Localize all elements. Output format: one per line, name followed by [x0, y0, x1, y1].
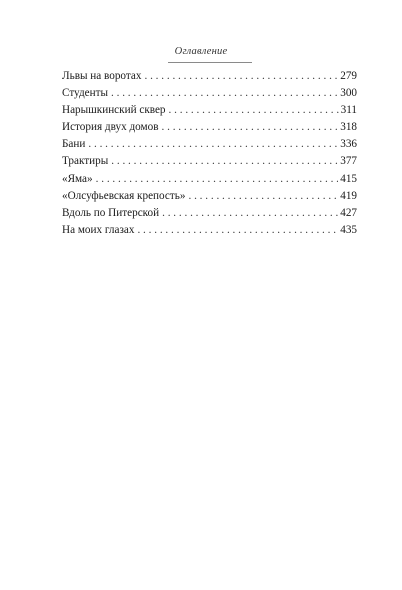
toc-entry-title: «Олсуфьевская крепость»: [62, 189, 186, 202]
toc-entry: [62, 68, 357, 85]
toc-entry: [62, 153, 357, 170]
toc-entry-title: Львы на воротах: [62, 70, 142, 82]
toc-leader-dots: [188, 188, 338, 205]
toc-leader-dots: [169, 102, 339, 119]
toc-entry-page: 311: [340, 104, 357, 117]
toc-entry-page: 435: [340, 223, 357, 236]
toc-entry-page: 415: [340, 172, 357, 185]
toc-entry: [62, 188, 357, 205]
toc-entry-title: Нарышкинский сквер: [62, 104, 166, 117]
toc-entry: [62, 171, 357, 188]
toc-entry: [62, 119, 357, 136]
toc-leader-dots: [96, 171, 339, 188]
toc-entry-page: 336: [340, 138, 357, 151]
running-head-rule: [168, 62, 252, 63]
toc-leader-dots: [111, 85, 338, 102]
toc-entry: [62, 102, 357, 119]
toc-entry-title: Бани: [62, 138, 86, 151]
toc-leader-dots: [162, 119, 339, 136]
toc-entry-title: Вдоль по Питерской: [62, 206, 160, 219]
toc-entry-title: Студенты: [62, 87, 108, 100]
toc-entry-page: 419: [340, 189, 357, 202]
toc-entry-page: 377: [340, 155, 357, 168]
toc-entry-page: 427: [340, 206, 357, 219]
toc-leader-dots: [144, 68, 338, 85]
toc-leader-dots: [111, 153, 338, 170]
toc-entry-page: 300: [340, 87, 357, 100]
toc-entry-page: 318: [340, 121, 357, 134]
toc-entry-title: Трактиры: [62, 155, 109, 168]
toc-leader-dots: [88, 136, 338, 153]
toc-entry-title: «Яма»: [62, 172, 93, 185]
toc-entry-title: На моих глазах: [62, 223, 135, 236]
toc-leader-dots: [137, 222, 338, 239]
toc-entry-page: 279: [340, 70, 357, 82]
toc-entry: [62, 85, 357, 102]
toc-entry: [62, 222, 357, 239]
running-head: Оглавление: [174, 46, 228, 57]
toc-leader-dots: [162, 205, 338, 222]
toc-entry: [62, 136, 357, 153]
toc-entry-title: История двух домов: [62, 121, 159, 134]
toc-entry: [62, 205, 357, 222]
table-of-contents: [62, 68, 357, 239]
